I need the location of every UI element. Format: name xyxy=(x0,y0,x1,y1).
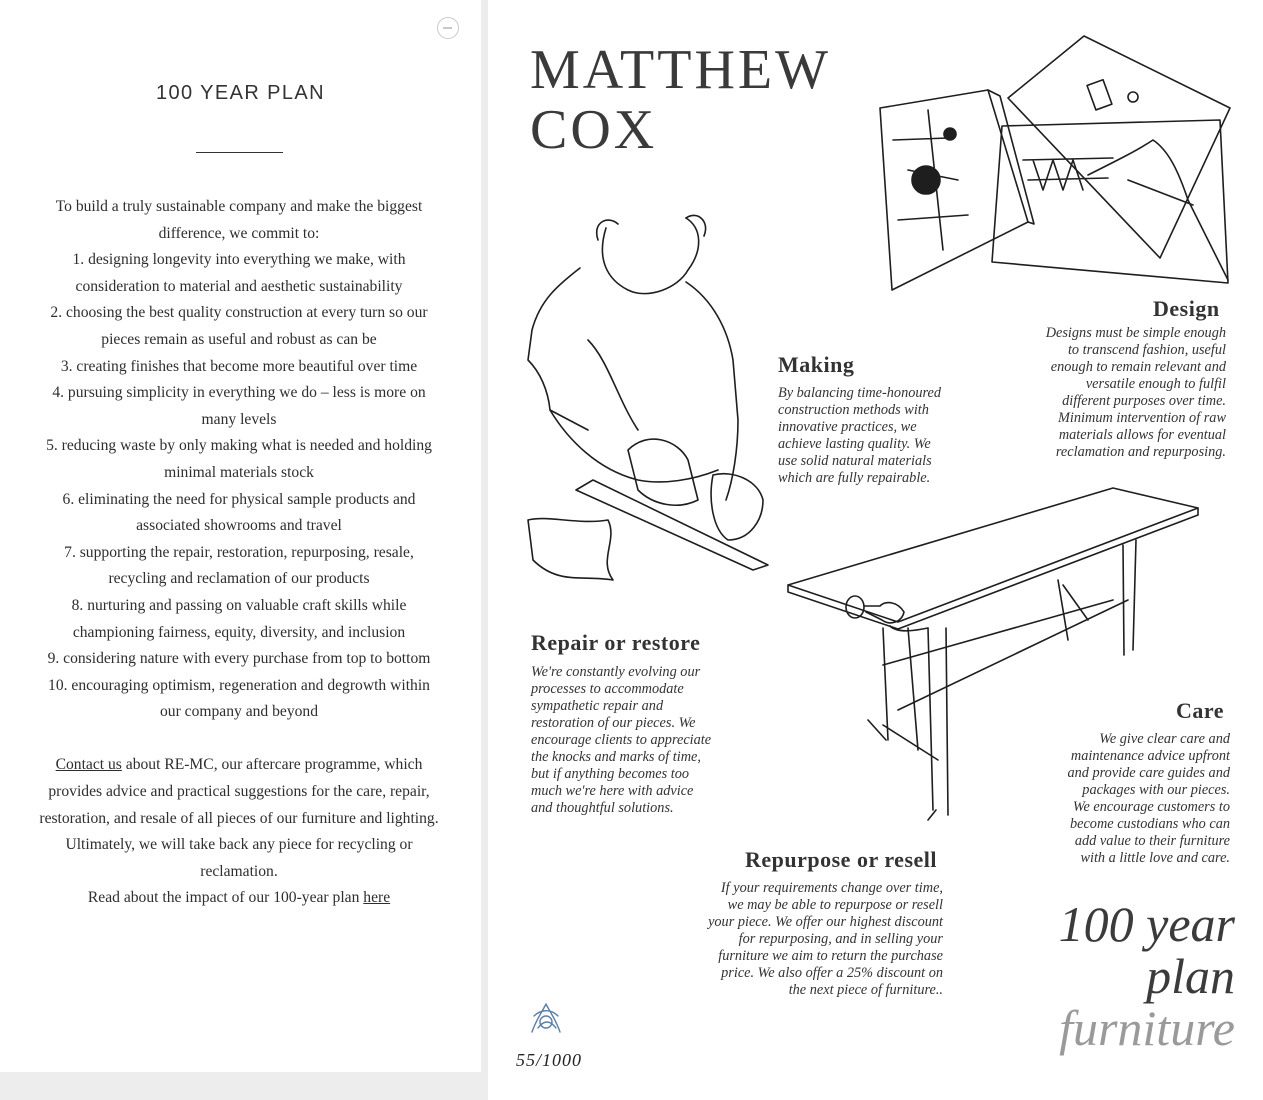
care-text xyxy=(1010,731,1230,867)
commitment-item: 1. designing longevity into everything we make, with consideration to material and aesthetic sustainability xyxy=(72,251,406,295)
plan-tagline xyxy=(1059,898,1235,1054)
poster-image xyxy=(488,0,1263,1100)
repurpose-heading: Repurpose or resell xyxy=(745,847,937,872)
care-line: become custodians who can xyxy=(1069,816,1230,832)
aftercare-paragraph xyxy=(36,752,442,885)
design-line: materials allows for eventual xyxy=(1058,427,1226,443)
page-title: 100 YEAR PLAN xyxy=(155,82,326,104)
tagline-line: furniture xyxy=(1059,1000,1235,1056)
intro-text: To build a truly sustainable company and make the biggest difference, we commit to: xyxy=(55,198,423,242)
repurpose-text xyxy=(663,880,943,999)
brand-logo xyxy=(530,40,831,160)
impact-text: Read about the impact of our 100-year plan xyxy=(87,889,364,907)
repurpose-line: for repurposing, and in selling your xyxy=(738,931,943,947)
making-line: achieve lasting quality. We xyxy=(778,436,931,452)
plan-description xyxy=(36,194,442,912)
making-line: construction methods with xyxy=(778,402,929,418)
impact-paragraph xyxy=(36,885,442,912)
tagline-line: 100 year xyxy=(1058,896,1235,952)
making-line: innovative practices, we xyxy=(778,419,917,435)
design-line: versatile enough to fulfil xyxy=(1085,376,1226,392)
care-line: We encourage customers to xyxy=(1072,799,1230,815)
making-heading: Making xyxy=(778,352,855,377)
repair-text xyxy=(531,664,751,817)
care-line: and provide care guides and xyxy=(1067,765,1230,781)
care-line: maintenance advice upfront xyxy=(1070,748,1230,764)
care-line: packages with our pieces. xyxy=(1082,782,1230,798)
commitment-item: 4. pursuing simplicity in everything we do – less is more on many levels xyxy=(52,384,426,428)
repair-line: and thoughtful solutions. xyxy=(531,800,674,816)
repair-line: restoration of our pieces. We xyxy=(531,715,696,731)
design-line: Minimum intervention of raw xyxy=(1058,410,1226,426)
making-line: By balancing time-honoured xyxy=(778,385,942,401)
maker-planing-illustration xyxy=(528,215,768,580)
design-text xyxy=(966,325,1226,461)
making-line: use solid natural materials xyxy=(778,453,932,469)
care-line: with a little love and care. xyxy=(1080,850,1230,866)
commitment-item: 9. considering nature with every purchase from top to bottom xyxy=(47,650,431,668)
repurpose-line: the next piece of furniture.. xyxy=(788,982,943,998)
edition-number: 55/1000 xyxy=(516,1050,583,1070)
commitment-item: 2. choosing the best quality construction at every turn so our pieces remain as useful and robust as can be xyxy=(50,304,428,348)
brand-line: COX xyxy=(530,99,658,161)
making-text xyxy=(778,385,978,487)
brand-line: MATTHEW xyxy=(530,39,831,101)
repair-line: We're constantly evolving our xyxy=(531,664,701,680)
impact-here-link[interactable]: here xyxy=(363,889,391,907)
commitment-item: 10. encouraging optimism, regeneration and degrowth within our company and beyond xyxy=(48,676,430,721)
repair-line: sympathetic repair and xyxy=(531,698,664,714)
commitment-item: 8. nurturing and passing on valuable craft skills while championing fairness, equity, diversity, and inclusion xyxy=(71,596,407,641)
title-divider xyxy=(196,152,283,153)
commitment-item: 5. reducing waste by only making what is needed and holding minimal materials stock xyxy=(46,437,432,481)
design-line: enough to remain relevant and xyxy=(1050,359,1226,375)
design-line: to transcend fashion, useful xyxy=(1067,342,1226,358)
collapse-icon[interactable] xyxy=(437,17,459,39)
design-heading: Design xyxy=(1153,296,1220,321)
design-line: reclamation and repurposing. xyxy=(1055,444,1226,460)
care-line: We give clear care and xyxy=(1099,731,1230,747)
contact-us-link[interactable]: Contact us xyxy=(55,756,122,774)
repair-line: but if anything becomes too xyxy=(531,766,690,782)
repurpose-line: furniture we aim to return the purchase xyxy=(718,948,943,964)
making-line: which are fully repairable. xyxy=(778,470,931,486)
commitment-item: 7. supporting the repair, restoration, repurposing, resale, recycling and reclamation of our products xyxy=(64,543,414,588)
design-sketch-illustration xyxy=(880,36,1230,290)
care-heading: Care xyxy=(1176,698,1225,723)
repair-line: the knocks and marks of time, xyxy=(531,749,701,765)
commitment-item: 6. eliminating the need for physical sample products and associated showrooms and travel xyxy=(62,490,416,535)
repurpose-line: we may be able to repurpose or resell xyxy=(727,897,943,913)
repurpose-line: price. We also offer a 25% discount on xyxy=(721,965,943,981)
design-line: Designs must be simple enough xyxy=(1045,325,1226,341)
design-line: different purposes over time. xyxy=(1062,393,1226,409)
repair-line: encourage clients to appreciate xyxy=(531,732,712,748)
repair-line: processes to accommodate xyxy=(531,681,684,697)
tagline-line: plan xyxy=(1146,948,1235,1004)
text-panel xyxy=(0,0,481,1072)
repair-heading: Repair or restore xyxy=(531,630,701,655)
repurpose-line: your piece. We offer our highest discount xyxy=(708,914,943,930)
care-line: add value to their furniture xyxy=(1074,833,1230,849)
commitment-item: 3. creating finishes that become more beautiful over time xyxy=(60,357,418,375)
aftercare-text: about RE-MC, our aftercare programme, which provides advice and practical suggestions for the care, repair, restoration, and resale of all pieces of our furniture and lighting. Ultimately, we will take back any piece for recycling or reclamation. xyxy=(39,756,439,880)
repurpose-line: If your requirements change over time, xyxy=(720,880,943,896)
stamp-logo-illustration xyxy=(532,1004,560,1032)
repair-line: much we're here with advice xyxy=(531,783,694,799)
